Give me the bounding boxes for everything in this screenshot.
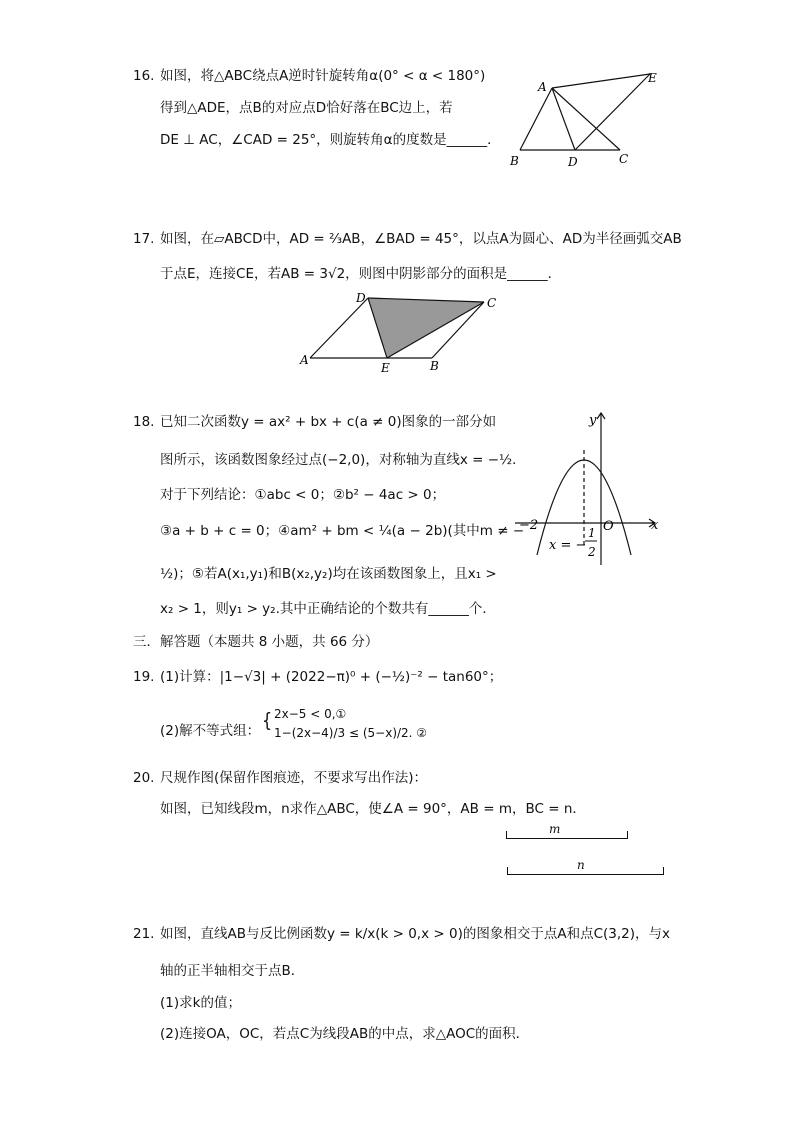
q19-line-1: (1)计算：|1−√3| + (2022−π)⁰ + (−½)⁻² − tan60°； xyxy=(160,669,503,685)
q18-line-4: ③a + b + c = 0；④am² + bm < ¼(a − 2b)(其中m ≠ − xyxy=(160,523,525,539)
question-number-20: 20. xyxy=(133,770,155,786)
q18-axis-y-label: y xyxy=(589,413,597,428)
q21-line-1: 如图，直线AB与反比例函数y = k/x(k > 0,x > 0)的图象相交于点A和点C(3,2)，与x xyxy=(160,926,670,942)
q19-part2-label: (2)解不等式组： xyxy=(160,723,261,739)
question-number-17: 17. xyxy=(133,231,155,247)
q19-inequality-2: 1−(2x−4)/3 ≤ (5−x)/2. ② xyxy=(274,726,428,740)
q18-line-1: 已知二次函数y = ax² + bx + c(a ≠ 0)图象的一部分如 xyxy=(160,414,497,430)
q17-label-D: D xyxy=(356,291,366,305)
q18-axis-x-label: x xyxy=(651,518,659,533)
q16-line-2: 得到△ADE，点B的对应点D恰好落在BC边上，若 xyxy=(160,100,453,116)
q19-system-brace: { xyxy=(262,709,273,732)
q18-parabola-graph xyxy=(515,405,670,570)
q18-line-5: ½)；⑤若A(x₁,y₁)和B(x₂,y₂)均在该函数图象上，且x₁ > xyxy=(160,566,497,582)
q18-half-numerator: 1 xyxy=(588,526,596,540)
q21-line-3: (1)求k的值； xyxy=(160,995,241,1011)
q19-inequality-1: 2x−5 < 0,① xyxy=(274,707,347,721)
question-number-16: 16. xyxy=(133,68,155,84)
question-number-21: 21. xyxy=(133,926,155,942)
section-heading: 三．解答题（本题共 8 小题，共 66 分） xyxy=(133,634,379,650)
segment-n-label: n xyxy=(577,858,585,872)
q18-symmetry-axis-label: x = − xyxy=(549,538,587,553)
q20-line-1: 尺规作图(保留作图痕迹，不要求写出作法)： xyxy=(160,770,428,786)
q16-line-3: DE ⊥ AC，∠CAD = 25°，则旋转角α的度数是______． xyxy=(160,132,501,148)
q18-origin-label: O xyxy=(603,519,614,534)
q17-parallelogram-figure xyxy=(292,290,504,376)
q16-label-A: A xyxy=(538,80,547,94)
q17-label-C: C xyxy=(487,296,497,310)
q16-label-E: E xyxy=(648,71,657,85)
q18-root-label: −2 xyxy=(519,518,539,533)
q17-line-1: 如图，在▱ABCD中，AD = ⅔AB，∠BAD = 45°，以点A为圆心、AD为半径画弧交AB xyxy=(160,231,682,247)
q17-label-E: E xyxy=(381,361,390,375)
q21-line-2: 轴的正半轴相交于点B． xyxy=(160,963,305,979)
segment-m xyxy=(506,832,628,839)
q17-label-B: B xyxy=(430,359,439,373)
q17-line-2: 于点E，连接CE，若AB = 3√2，则图中阴影部分的面积是______． xyxy=(160,266,562,282)
q18-line-6: x₂ > 1，则y₁ > y₂.其中正确结论的个数共有______个． xyxy=(160,601,496,617)
question-number-19: 19. xyxy=(133,669,155,685)
question-number-18: 18. xyxy=(133,414,155,430)
q21-line-4: (2)连接OA，OC，若点C为线段AB的中点，求△AOC的面积． xyxy=(160,1026,530,1042)
q16-triangle-figure xyxy=(500,62,670,174)
q16-label-C: C xyxy=(619,152,629,166)
q16-label-B: B xyxy=(510,154,519,168)
segment-n xyxy=(507,868,664,875)
q16-label-D: D xyxy=(568,155,578,169)
q20-line-2: 如图，已知线段m，n求作△ABC，使∠A = 90°，AB = m，BC = n． xyxy=(160,801,586,817)
q16-line-1: 如图，将△ABC绕点A逆时针旋转角α(0° < α < 180°) xyxy=(160,68,486,84)
segment-m-label: m xyxy=(549,822,561,836)
q18-line-2: 图所示，该函数图象经过点(−2,0)，对称轴为直线x = −½． xyxy=(160,452,526,468)
q17-label-A: A xyxy=(300,353,309,367)
q18-half-denominator: 2 xyxy=(588,545,596,559)
q18-line-3: 对于下列结论：①abc < 0；②b² − 4ac > 0； xyxy=(160,487,446,503)
